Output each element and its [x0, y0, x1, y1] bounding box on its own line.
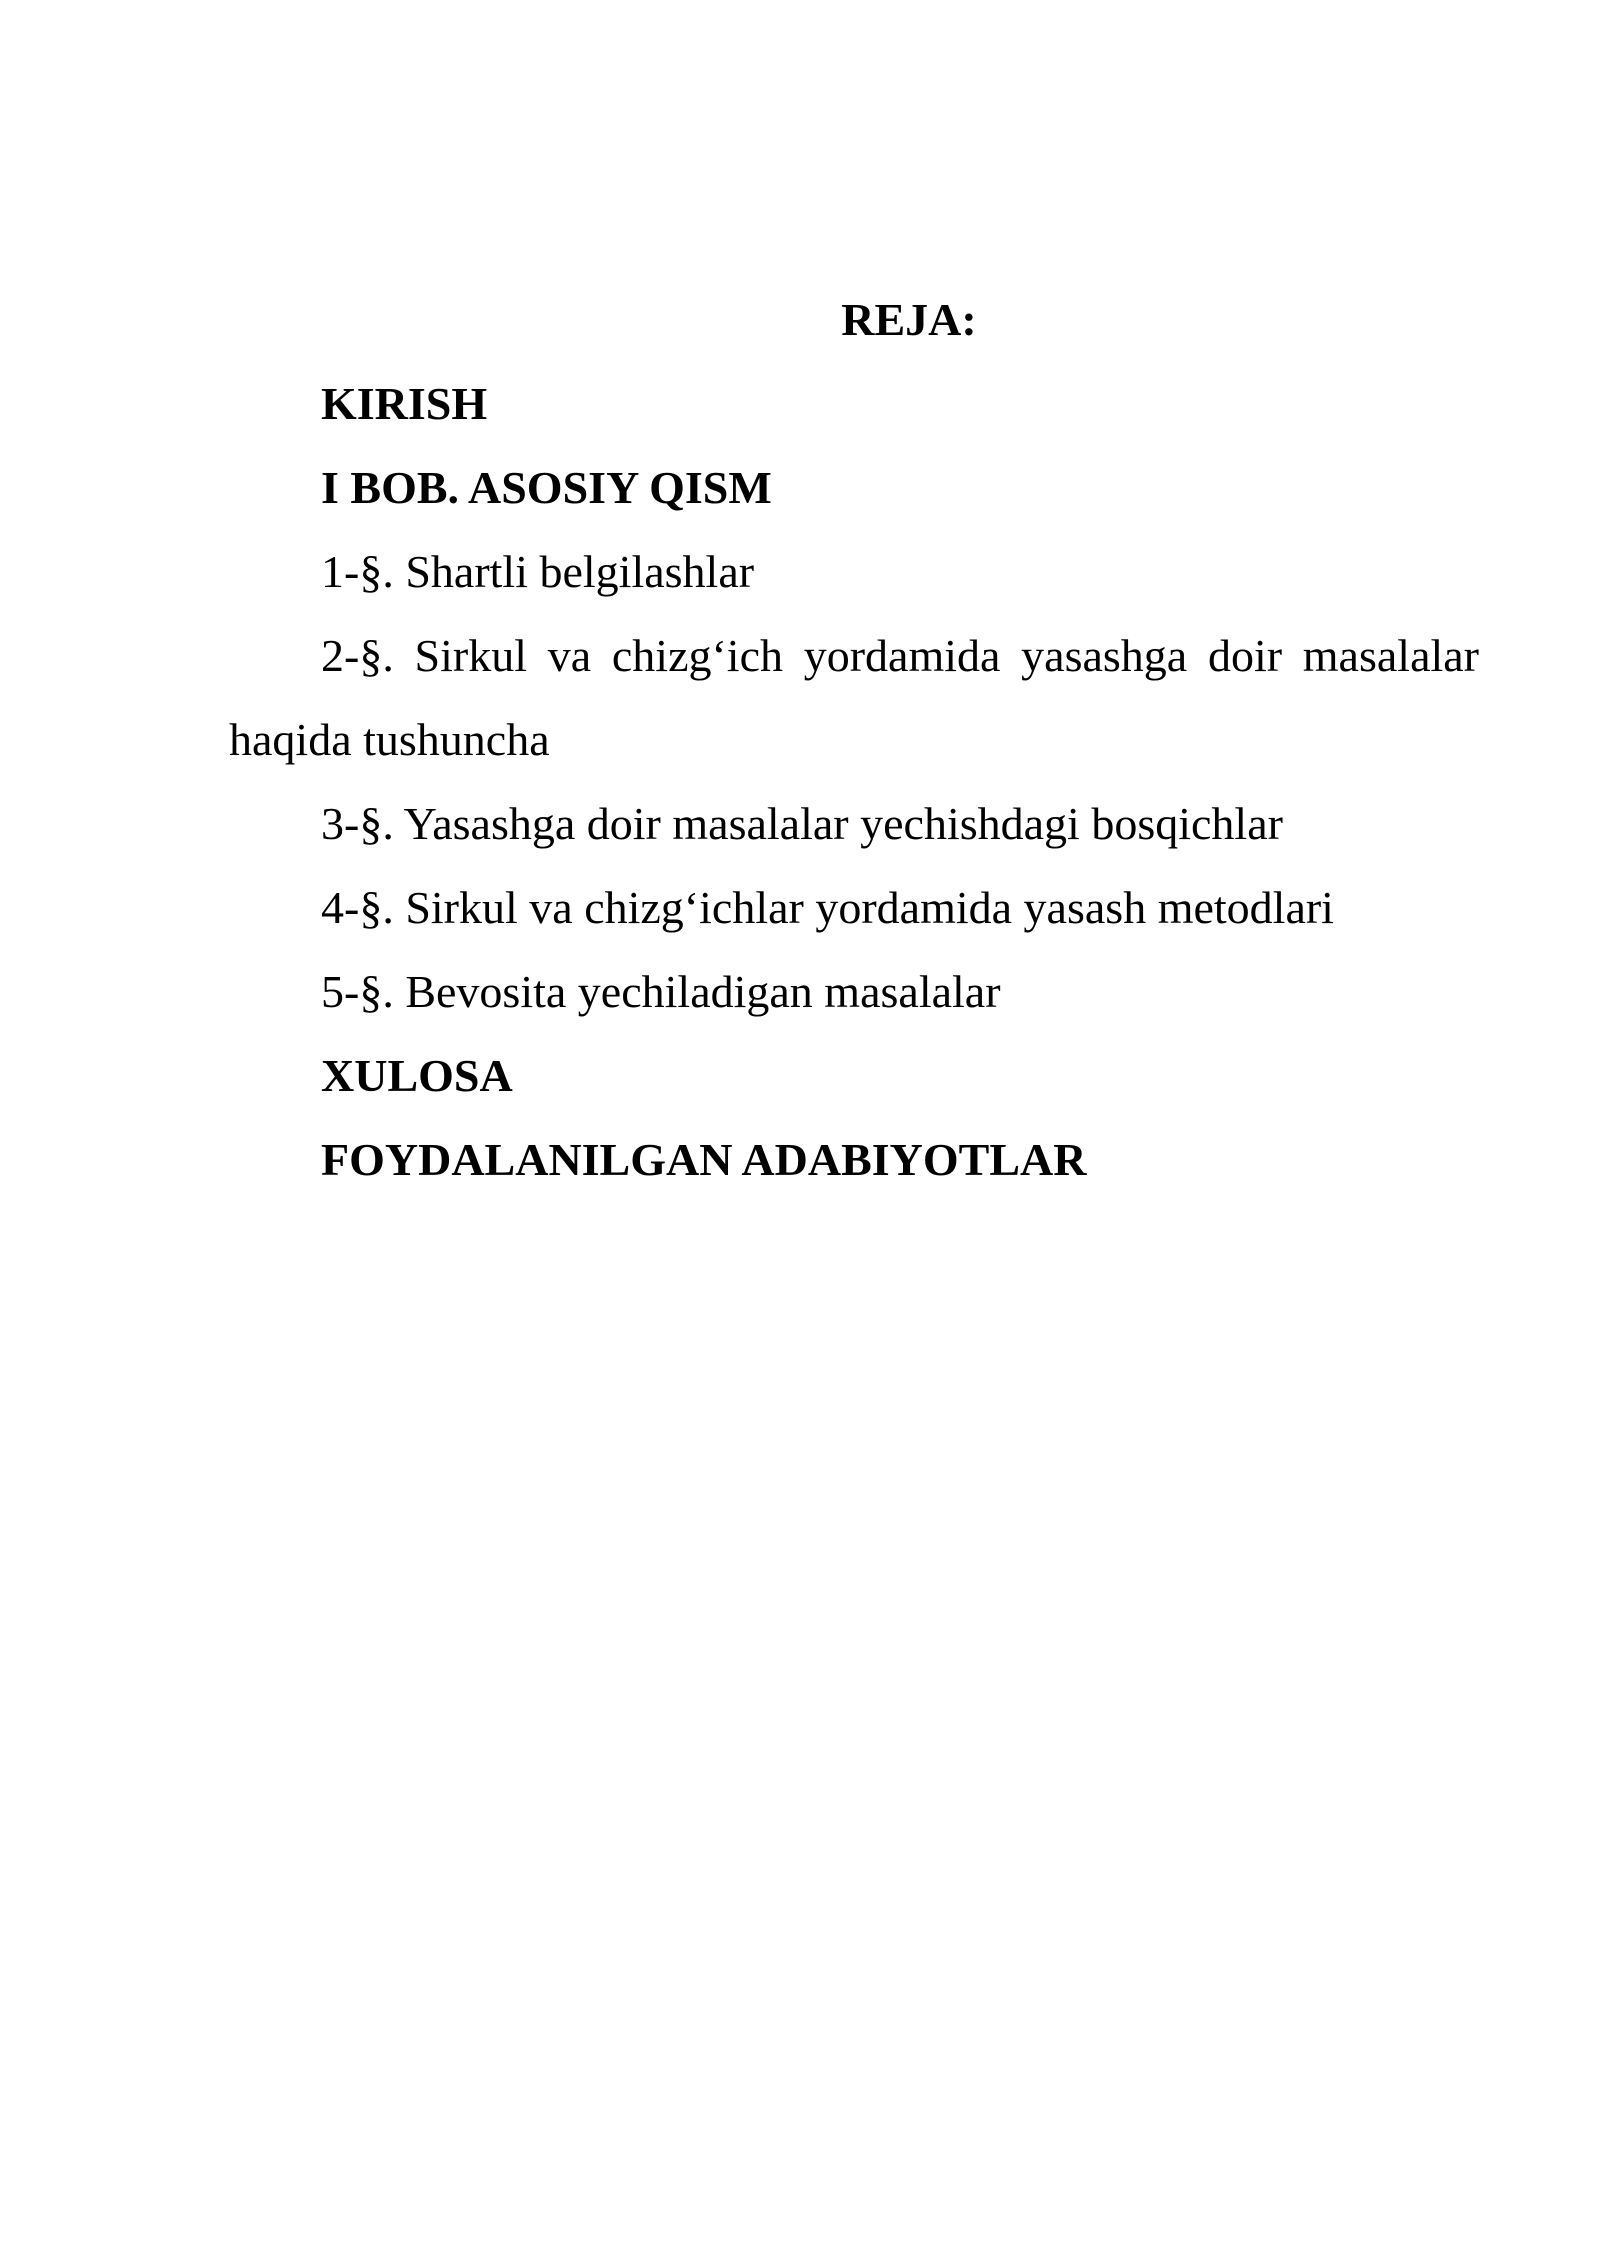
plan-item-section-3: 3-§. Yasashga doir masalalar yechishdagi bosqichlar [321, 798, 1283, 849]
plan-item-references: FOYDALANILGAN ADABIYOTLAR [321, 1134, 1087, 1185]
plan-item-chapter-main-part: I BOB. ASOSIY QISM [321, 462, 772, 513]
plan-item-section-4: 4-§. Sirkul va chizg‘ichlar yordamida yasash metodlari [321, 882, 1334, 933]
plan-content [229, 278, 1479, 1202]
plan-item-section-1: 1-§. Shartli belgilashlar [321, 546, 755, 597]
plan-item-section-5: 5-§. Bevosita yechiladigan masalalar [321, 966, 1001, 1017]
plan-title: REJA: [841, 294, 977, 345]
plan-item-section-2: 2-§. Sirkul va chizg‘ich yordamida yasashga doir masalalar haqida tushuncha [229, 630, 1479, 765]
plan-item-introduction: KIRISH [321, 378, 488, 429]
plan-item-conclusion: XULOSA [321, 1050, 513, 1101]
